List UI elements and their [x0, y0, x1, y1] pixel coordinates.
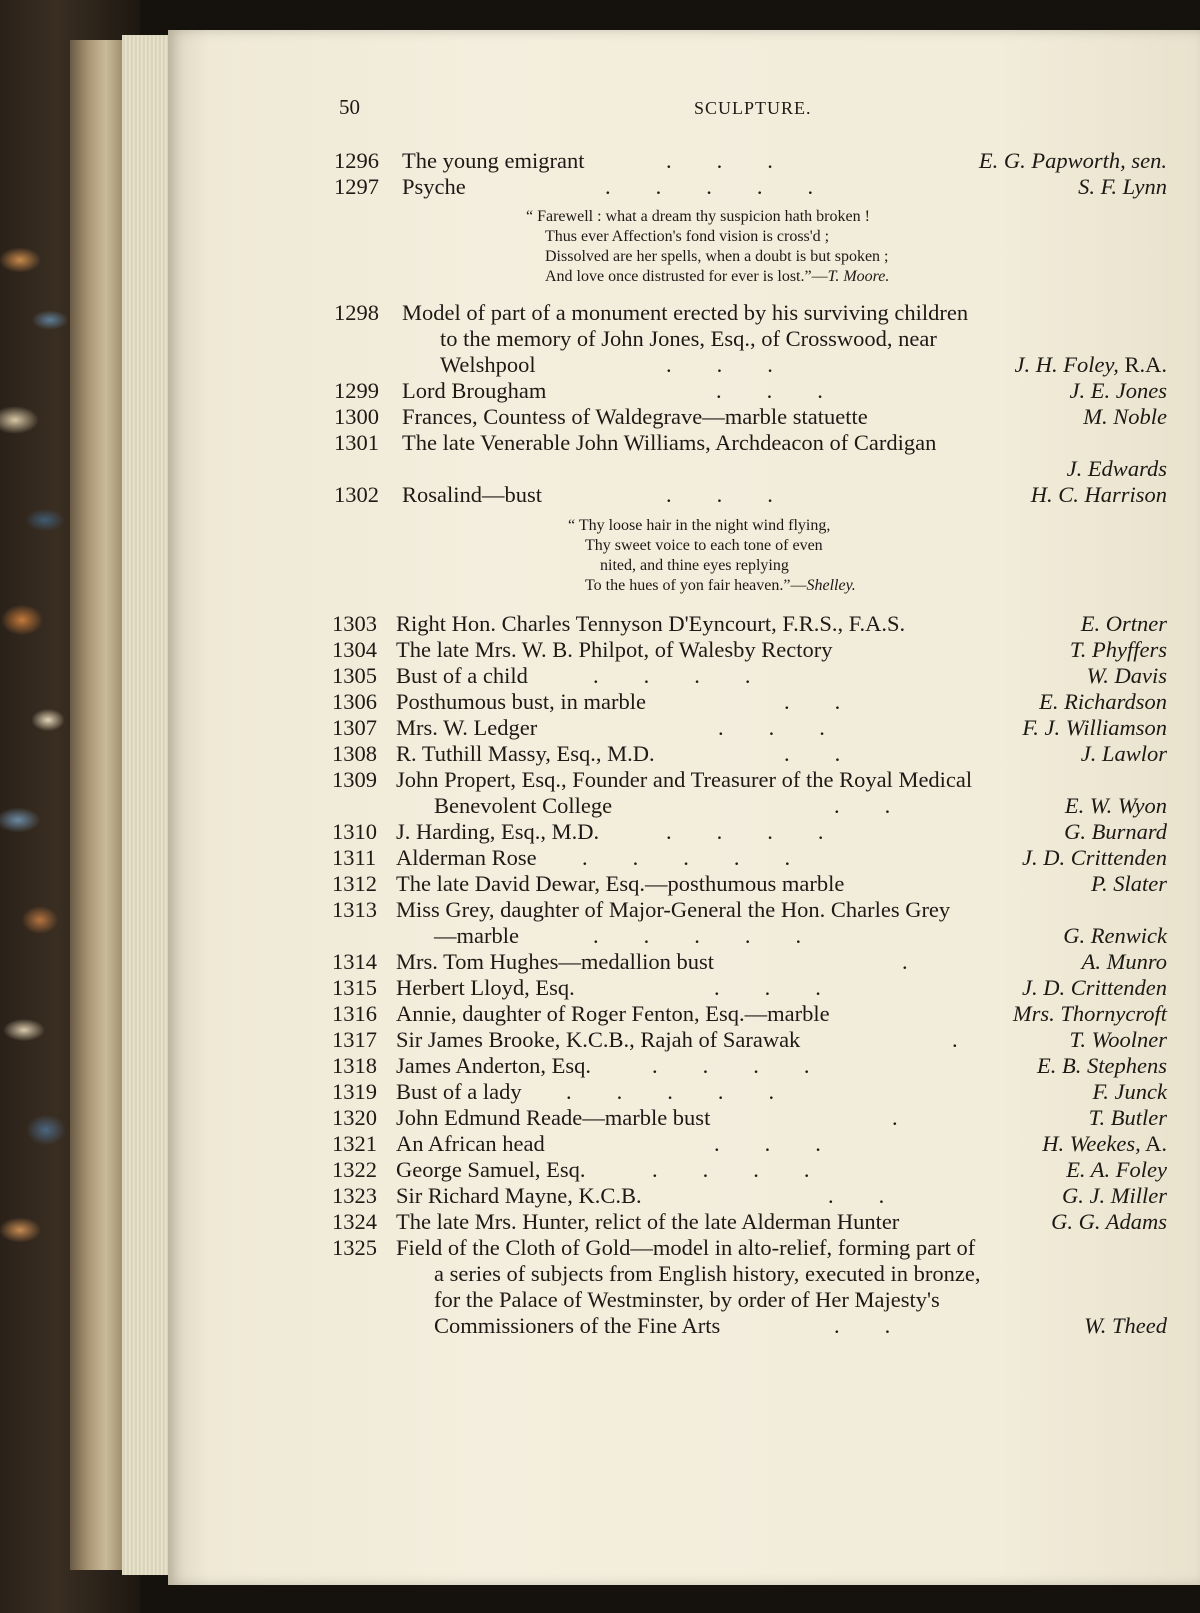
- catalogue-entry: [0, 147, 1200, 175]
- entry-number: 1313: [332, 897, 377, 922]
- entry-title: R. Tuthill Massy, Esq., M.D.: [396, 741, 655, 766]
- entry-title: John Propert, Esq., Founder and Treasurer of the Royal Medical: [396, 767, 973, 792]
- leader-dots: . . . .: [666, 819, 824, 844]
- entry-artist: H. C. Harrison: [1030, 482, 1167, 507]
- entry-number: 1312: [332, 871, 377, 896]
- leader-dots: .: [892, 1105, 898, 1130]
- leader-dots: .: [952, 1027, 958, 1052]
- entry-title: The young emigrant: [402, 148, 585, 173]
- leader-dots: . .: [834, 793, 891, 818]
- verse-text: And love once distrusted for ever is lost.”—: [545, 268, 828, 285]
- entry-title: Alderman Rose: [396, 845, 537, 870]
- entry-artist: J. Lawlor: [1080, 741, 1167, 766]
- leader-dots: . . . .: [652, 1053, 810, 1078]
- catalogue-entry: [0, 974, 1200, 1002]
- catalogue-entry: [0, 662, 1200, 690]
- entry-number: 1305: [332, 663, 377, 688]
- catalogue-entry: [0, 714, 1200, 742]
- catalogue-entry-end: [0, 922, 1200, 950]
- entry-title: The late David Dewar, Esq.—posthumous marble: [396, 871, 845, 896]
- entry-title: George Samuel, Esq.: [396, 1157, 586, 1182]
- entry-title: Frances, Countess of Waldegrave—marble statuette: [402, 404, 868, 429]
- entry-number: 1310: [332, 819, 377, 844]
- entry-title: James Anderton, Esq.: [396, 1053, 591, 1078]
- catalogue-entry-end: [0, 792, 1200, 820]
- entry-number: 1317: [332, 1027, 377, 1052]
- entry-title: J. Harding, Esq., M.D.: [396, 819, 600, 844]
- entry-artist: H. Weekes, A.: [1042, 1131, 1167, 1156]
- catalogue-entry: [0, 844, 1200, 872]
- catalogue-entry: [0, 1104, 1200, 1132]
- catalogue-entry: [0, 1052, 1200, 1080]
- verse-author: T. Moore.: [827, 268, 890, 285]
- entry-number: 1308: [332, 741, 377, 766]
- entry-title: An African head: [396, 1131, 545, 1156]
- catalogue-entry: [0, 948, 1200, 976]
- entry-title: Miss Grey, daughter of Major-General the Hon. Charles Grey: [396, 897, 951, 922]
- catalogue-entry: [0, 1234, 1200, 1262]
- entry-title: John Edmund Reade—marble bust: [396, 1105, 711, 1130]
- entry-artist: M. Noble: [1083, 404, 1167, 429]
- entry-number: 1315: [332, 975, 377, 1000]
- entry-continuation: Commissioners of the Fine Arts: [434, 1313, 721, 1338]
- verse-line: Dissolved are her spells, when a doubt is but spoken ;: [545, 248, 889, 265]
- entry-number: 1303: [332, 611, 377, 636]
- entry-number: 1322: [332, 1157, 377, 1182]
- entry-artist: J. E. Jones: [1069, 378, 1167, 403]
- leader-dots: . . .: [666, 482, 773, 507]
- catalogue-entry: [0, 377, 1200, 405]
- catalogue-entry: [0, 636, 1200, 664]
- leader-dots: . . .: [718, 715, 825, 740]
- entry-number: 1311: [332, 845, 377, 870]
- catalogue-entry-end: [0, 1312, 1200, 1340]
- catalogue-entry: [0, 1156, 1200, 1184]
- entry-number: 1306: [332, 689, 377, 714]
- entry-artist: F. J. Williamson: [1022, 715, 1167, 740]
- catalogue-entry: [0, 688, 1200, 716]
- entry-artist: A. Munro: [1081, 949, 1167, 974]
- entry-artist: J. D. Crittenden: [1022, 975, 1167, 1000]
- entry-artist: G. Burnard: [1064, 819, 1167, 844]
- leader-dots: . . .: [716, 378, 823, 403]
- verse-line: Thus ever Affection's fond vision is cross'd ;: [545, 228, 830, 245]
- entry-artist: J. H. Foley, R.A.: [1014, 352, 1167, 377]
- entry-title: Field of the Cloth of Gold—model in alto-relief, forming part of: [396, 1235, 976, 1260]
- entry-title: Psyche: [402, 174, 466, 199]
- leader-dots: .: [902, 949, 908, 974]
- entry-number: 1302: [334, 482, 379, 507]
- entry-title: The late Venerable John Williams, Archdeacon of Cardigan: [402, 430, 937, 455]
- entry-title: Lord Brougham: [402, 378, 547, 403]
- catalogue-entry: [0, 1000, 1200, 1028]
- entry-number: 1301: [334, 430, 379, 455]
- entry-artist: S. F. Lynn: [1078, 174, 1167, 199]
- entry-title: Herbert Lloyd, Esq.: [396, 975, 575, 1000]
- entry-number: 1300: [334, 404, 379, 429]
- running-head: SCULPTURE.: [694, 98, 812, 118]
- entry-title: Bust of a child: [396, 663, 528, 688]
- entry-title: Posthumous bust, in marble: [396, 689, 647, 714]
- entry-continuation: —marble: [434, 923, 519, 948]
- catalogue-entry: [0, 766, 1200, 794]
- catalogue-entry: [0, 173, 1200, 201]
- verse-line: Thy sweet voice to each tone of even: [585, 537, 823, 554]
- entry-number: 1316: [332, 1001, 377, 1026]
- catalogue-entry: [0, 818, 1200, 846]
- entry-artist: E. Ortner: [1080, 611, 1167, 636]
- entry-number: 1309: [332, 767, 377, 792]
- entry-artist: E. B. Stephens: [1037, 1053, 1167, 1078]
- leader-dots: . . .: [714, 975, 821, 1000]
- entry-continuation: to the memory of John Jones, Esq., of Crosswood, near: [440, 326, 937, 351]
- catalogue-entry: [0, 870, 1200, 898]
- entry-title: Sir Richard Mayne, K.C.B.: [396, 1183, 642, 1208]
- verse-line: “ Thy loose hair in the night wind flying,: [568, 517, 831, 534]
- catalogue-entry: [0, 610, 1200, 638]
- entry-title: Bust of a lady: [396, 1079, 522, 1104]
- entry-continuation: a series of subjects from English history, executed in bronze,: [434, 1261, 981, 1286]
- verse-author: Shelley.: [806, 577, 856, 594]
- entry-artist: Mrs. Thornycroft: [1012, 1001, 1167, 1026]
- entry-title: Mrs. Tom Hughes—medallion bust: [396, 949, 714, 974]
- entry-continuation: for the Palace of Westminster, by order of Her Majesty's: [434, 1287, 940, 1312]
- entry-number: 1304: [332, 637, 377, 662]
- catalogue-entry: [0, 1026, 1200, 1054]
- catalogue-entry: [0, 299, 1200, 327]
- entry-number: 1324: [332, 1209, 377, 1234]
- catalogue-entry: [0, 403, 1200, 431]
- entry-artist: P. Slater: [1091, 871, 1167, 896]
- entry-title: Right Hon. Charles Tennyson D'Eyncourt, F.R.S., F.A.S.: [396, 611, 906, 636]
- entry-artist: G. Renwick: [1063, 923, 1167, 948]
- leader-dots: . .: [784, 689, 841, 714]
- entry-continuation: Benevolent College: [434, 793, 613, 818]
- catalogue-entry: [0, 1130, 1200, 1158]
- leader-dots: . .: [828, 1183, 885, 1208]
- entry-number: 1318: [332, 1053, 377, 1078]
- entry-title: Annie, daughter of Roger Fenton, Esq.—marble: [396, 1001, 830, 1026]
- entry-artist: G. G. Adams: [1051, 1209, 1167, 1234]
- leader-dots: . . .: [666, 148, 773, 173]
- leader-dots: . . .: [666, 352, 773, 377]
- entry-artist: E. G. Papworth, sen.: [978, 148, 1167, 173]
- verse-text: To the hues of yon fair heaven.”—: [585, 577, 807, 594]
- entry-number: 1325: [332, 1235, 377, 1260]
- verse-line: nited, and thine eyes replying: [600, 557, 789, 574]
- entry-number: 1299: [334, 378, 379, 403]
- leader-dots: . . . . .: [593, 923, 802, 948]
- verse-line: [585, 576, 856, 596]
- entry-artist: W. Theed: [1084, 1313, 1167, 1338]
- leader-dots: . . . . .: [566, 1079, 775, 1104]
- catalogue-entry: [0, 740, 1200, 768]
- entry-artist: T. Butler: [1088, 1105, 1167, 1130]
- leader-dots: . .: [784, 741, 841, 766]
- entry-artist: J. D. Crittenden: [1022, 845, 1167, 870]
- catalogue-entry: [0, 481, 1200, 509]
- leader-dots: . .: [834, 1313, 891, 1338]
- catalogue-entry: [0, 1182, 1200, 1210]
- page-number: 50: [339, 95, 360, 119]
- entry-artist: E. Richardson: [1039, 689, 1167, 714]
- entry-number: 1296: [334, 148, 379, 173]
- entry-number: 1321: [332, 1131, 377, 1156]
- entry-artist: T. Woolner: [1069, 1027, 1167, 1052]
- entry-number: 1323: [332, 1183, 377, 1208]
- entry-title: Sir James Brooke, K.C.B., Rajah of Sarawak: [396, 1027, 801, 1052]
- entry-title: The late Mrs. Hunter, relict of the late Alderman Hunter: [396, 1209, 900, 1234]
- entry-artist: J. Edwards: [1066, 456, 1167, 481]
- entry-number: 1320: [332, 1105, 377, 1130]
- entry-artist: T. Phyffers: [1069, 637, 1167, 662]
- catalogue-entry-end: [0, 455, 1200, 483]
- catalogue-entry: [0, 896, 1200, 924]
- entry-artist: E. W. Wyon: [1064, 793, 1167, 818]
- entry-number: 1319: [332, 1079, 377, 1104]
- leader-dots: . . .: [714, 1131, 821, 1156]
- entry-title: Model of part of a monument erected by his surviving children: [402, 300, 969, 325]
- entry-artist: W. Davis: [1086, 663, 1167, 688]
- entry-number: 1298: [334, 300, 379, 325]
- entry-title: The late Mrs. W. B. Philpot, of Walesby Rectory: [396, 637, 833, 662]
- entry-artist: G. J. Miller: [1062, 1183, 1167, 1208]
- catalogue-entry-end: [0, 351, 1200, 379]
- entry-number: 1297: [334, 174, 379, 199]
- leader-dots: . . . .: [652, 1157, 810, 1182]
- catalogue-entry: [0, 429, 1200, 457]
- entry-continuation: Welshpool: [440, 352, 536, 377]
- leader-dots: . . . . .: [582, 845, 791, 870]
- entry-title: Rosalind—bust: [402, 482, 543, 507]
- leader-dots: . . . . .: [605, 174, 814, 199]
- entry-title: Mrs. W. Ledger: [396, 715, 538, 740]
- entry-number: 1307: [332, 715, 377, 740]
- verse-line: [545, 267, 889, 287]
- catalogue-entry: [0, 1078, 1200, 1106]
- catalogue-entry: [0, 1208, 1200, 1236]
- entry-artist: F. Junck: [1092, 1079, 1167, 1104]
- leader-dots: . . . .: [593, 663, 751, 688]
- entry-artist: E. A. Foley: [1066, 1157, 1167, 1182]
- entry-number: 1314: [332, 949, 377, 974]
- verse-line: “ Farewell : what a dream thy suspicion hath broken !: [526, 208, 870, 225]
